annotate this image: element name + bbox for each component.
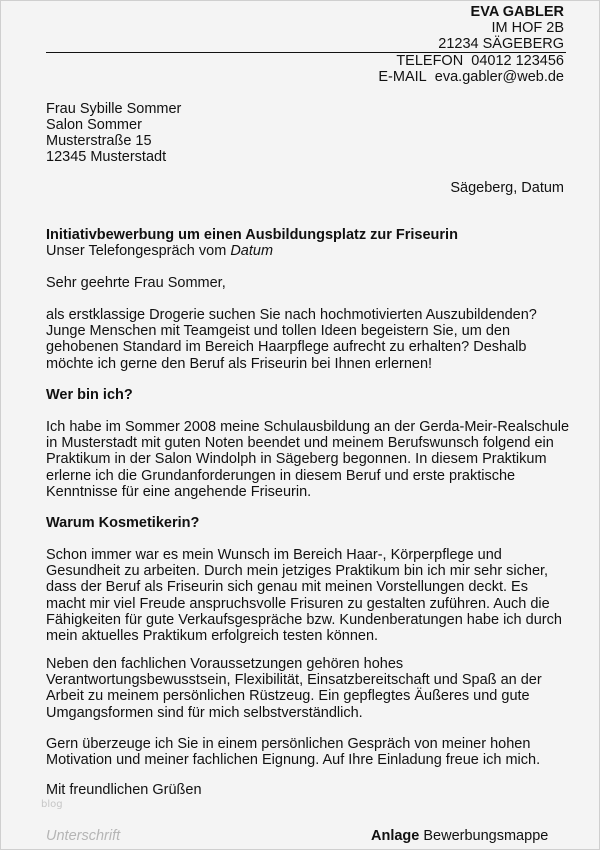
date-line: Sägeberg, Datum: [450, 180, 564, 196]
recipient-street: Musterstraße 15: [46, 133, 152, 149]
intro-paragraph: als erstklassige Drogerie suchen Sie nach hochmotivierten Auszubildenden? Junge Menschen mit Teamgeist und tollen Ideen begeistern Sie, um den gehobenen Standard im Bereich Haarpflege aufrecht zu erhalten? Deshalb möchte ich gerne den Beruf als Friseurin bei Ihnen erlernen!: [46, 307, 537, 372]
sender-phone: [378, 53, 564, 69]
salutation: Sehr geehrte Frau Sommer,: [46, 275, 226, 291]
section-heading-who: Wer bin ich?: [46, 387, 133, 403]
qualities-paragraph: Neben den fachlichen Voraussetzungen gehören hohes Verantwortungsbewusstsein, Flexibilität, Einsatzbereitschaft und Spaß an der Arbeit zu meinem persönlichen Rüstzeug. Ein gepflegtes Äußeres und gute Umgangsformen sind für mich selbstverständlich.: [46, 656, 542, 721]
about-me-paragraph: Ich habe im Sommer 2008 meine Schulausbildung an der Gerda-Meir-Realschule in Musterstadt mit guten Noten beendet und meinem Berufswunsch folgend ein Praktikum in der Salon Windolph in Sägeberg begonnen. In diesem Praktikum erlerne ich die Grundanforderungen in diesem Beruf und erste praktische Kenntnisse für eine angehende Friseurin.: [46, 419, 570, 500]
recipient-name: Frau Sybille Sommer: [46, 101, 182, 117]
attachment-value: Bewerbungsmappe: [423, 828, 549, 844]
attachment-label: Anlage: [371, 828, 420, 844]
sender-phone-label: TELEFON: [396, 52, 464, 69]
sender-divider: [46, 52, 566, 53]
sender-email: [378, 69, 564, 85]
subject-reference-prefix: Unser Telefongespräch vom: [46, 243, 231, 260]
closing: Mit freundlichen Grüßen: [46, 782, 202, 798]
sender-street: IM HOF 2B: [491, 20, 564, 37]
sender-city: 21234 SÄGEBERG: [438, 36, 564, 53]
sender-phone-number: 04012 123456: [471, 52, 564, 69]
signature-placeholder: Unterschrift: [46, 828, 121, 844]
watermark: blog: [41, 799, 63, 810]
subject-title: Initiativbewerbung um einen Ausbildungsplatz zur Friseurin: [46, 227, 458, 243]
motivation-paragraph: Schon immer war es mein Wunsch im Bereich Haar-, Körperpflege und Gesundheit zu arbeiten. Durch mein jetziges Praktikum bin ich mir sehr sicher, dass der Beruf als Friseurin sich genau mit meinen Vorstellungen deckt. Es macht mir viel Freude anspruchsvolle Frisuren zu gestalten zuführen. Auch die Fähigkeiten für gute Verkaufsgespräche bzw. Kundenberatungen habe ich durch mein aktuelles Praktikum erfolgreich testen können.: [46, 547, 562, 645]
interview-paragraph: Gern überzeuge ich Sie in einem persönlichen Gespräch von meiner hohen Motivation und meiner fachlichen Eignung. Auf Ihre Einladung freue ich mich.: [46, 736, 541, 769]
sender-block: [378, 4, 564, 85]
section-heading-why: Warum Kosmetikerin?: [46, 515, 200, 531]
sender-name: EVA GABLER: [470, 4, 564, 20]
recipient-city: 12345 Musterstadt: [46, 149, 167, 165]
recipient-company: Salon Sommer: [46, 117, 142, 133]
subject-block: [46, 227, 571, 259]
subject-reference-date: Datum: [230, 243, 274, 260]
sender-email-address: eva.gabler@web.de: [434, 68, 564, 85]
sender-email-label: E-MAIL: [378, 68, 427, 85]
subject-reference: [46, 243, 571, 259]
recipient-address: [46, 101, 181, 165]
attachment-line: [371, 828, 548, 844]
